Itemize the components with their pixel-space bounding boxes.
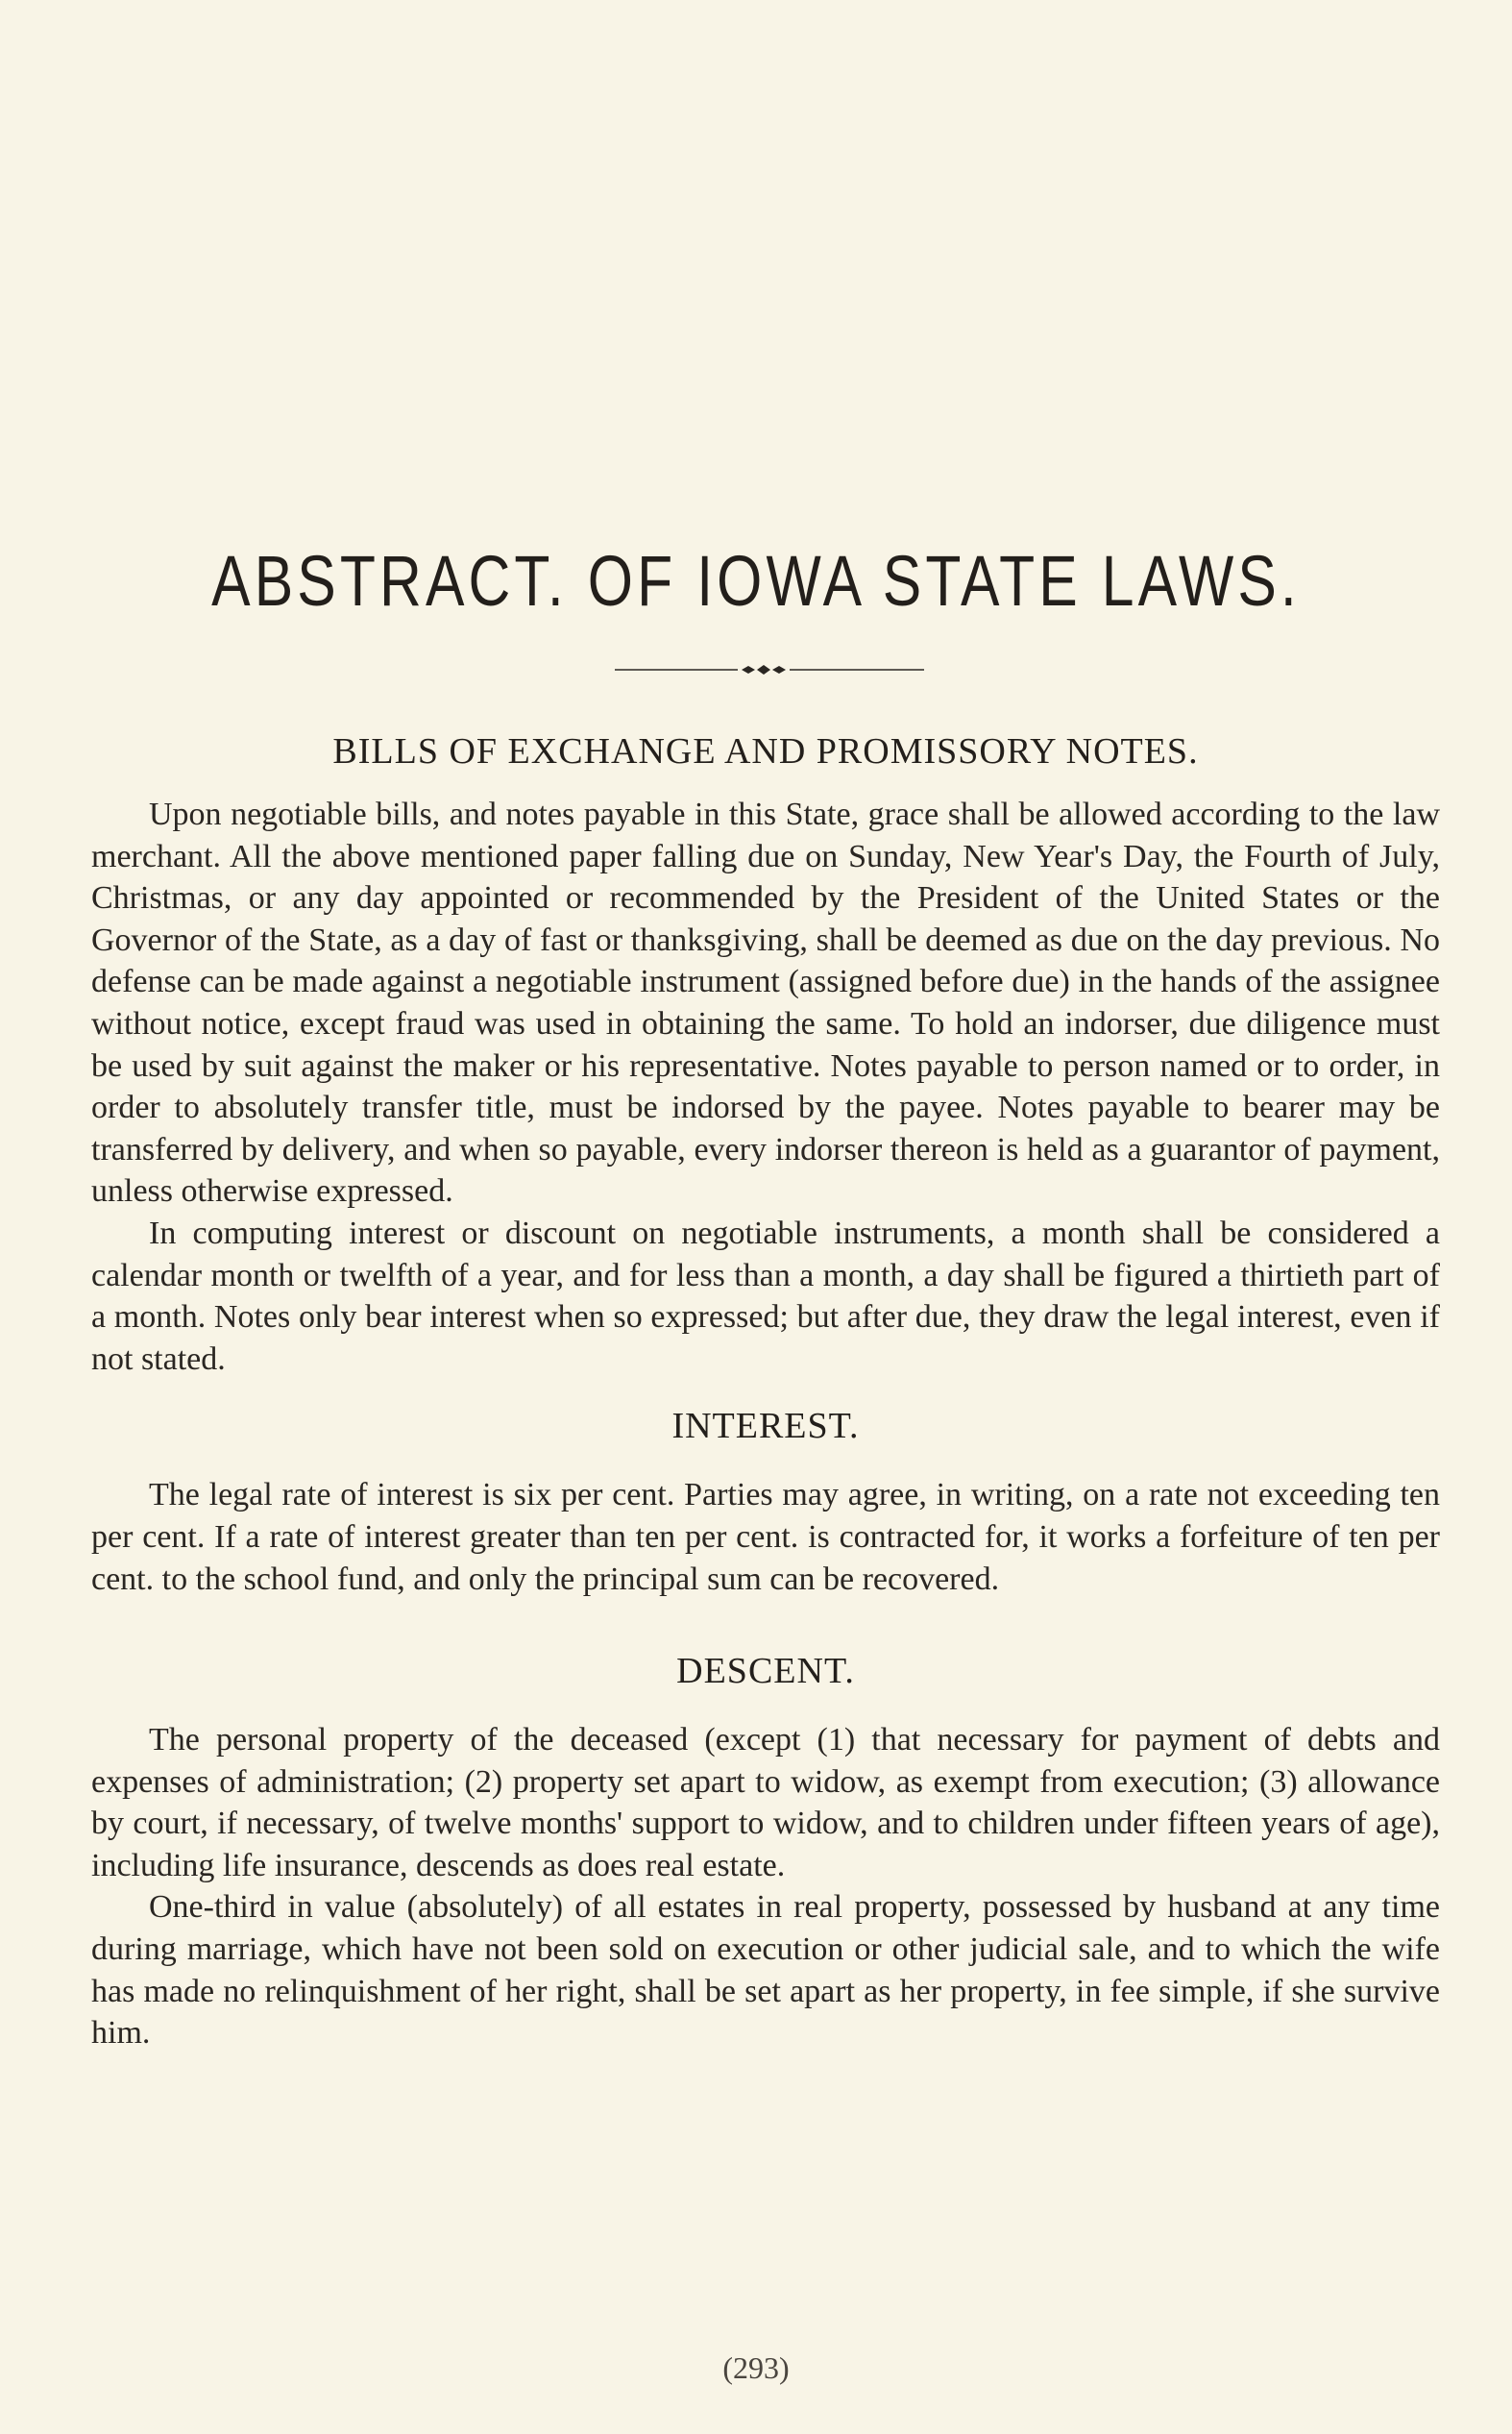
page-title: ABSTRACT. OF IOWA STATE LAWS. xyxy=(211,541,1301,621)
descent-paragraph-1: The personal property of the deceased (except (1) that necessary for payment of debts and expenses of administration; (2) property set apart to widow, as exempt from execution; (3) allowance by court, if necessary, of twelve months' support to widow, and to children under fifteen years of age), including life insurance, descends as does real estate. xyxy=(91,1722,1440,1883)
interest-paragraph-1: The legal rate of interest is six per cent. Parties may agree, in writing, on a rate not exceeding ten per cent. If a rate of interest greater than ten per cent. is contracted for, it works a forfeiture of ten per cent. to the school fund, and only the principal sum can be recovered. xyxy=(91,1477,1440,1597)
bills-paragraph-2: In computing interest or discount on negotiable instruments, a month shall be considered a calendar month or twelfth of a year, and for less than a month, a day shall be figured a thirtieth part of a month. Notes only bear interest when so expressed; but after due, they draw the legal interest, even if not stated. xyxy=(91,1215,1440,1377)
section-heading-interest: INTEREST. xyxy=(671,1406,860,1447)
bills-paragraph-1: Upon negotiable bills, and notes payable in this State, grace shall be allowed according to the law merchant. All the above mentioned paper falling due on Sunday, New Year's Day, the Fourth of July, Christmas, or any day appointed or recommended by the President of the United States or the Governor of the State, as a day of fast or thanksgiving, shall be deemed as due on the day previous. No defense can be made against a negotiable instrument (assigned before due) in the hands of the assignee without notice, except fraud was used in obtaining the same. To hold an indorser, due diligence must be used by suit against the maker or his representative. Notes payable to person named or to order, in order to absolutely transfer title, must be indorsed by the payee. Notes payable to bearer may be transferred by delivery, and when so payable, every indorser thereon is held as a guarantor of payment, unless otherwise expressed. xyxy=(91,797,1440,1210)
section-heading-bills: BILLS OF EXCHANGE AND PROMISSORY NOTES. xyxy=(332,731,1199,772)
title-divider-ornament xyxy=(615,663,924,676)
descent-paragraph-2: One-third in value (absolutely) of all estates in real property, possessed by husband at any time during marriage, which have not been sold on execution or other judicial sale, and to which the wife has made no relinquishment of her right, shall be set apart as her property, in fee simple, if she survive him. xyxy=(91,1889,1440,2052)
section-heading-descent: DESCENT. xyxy=(676,1651,855,1692)
page-number: (293) xyxy=(722,2350,790,2385)
document-body xyxy=(91,730,1440,2054)
